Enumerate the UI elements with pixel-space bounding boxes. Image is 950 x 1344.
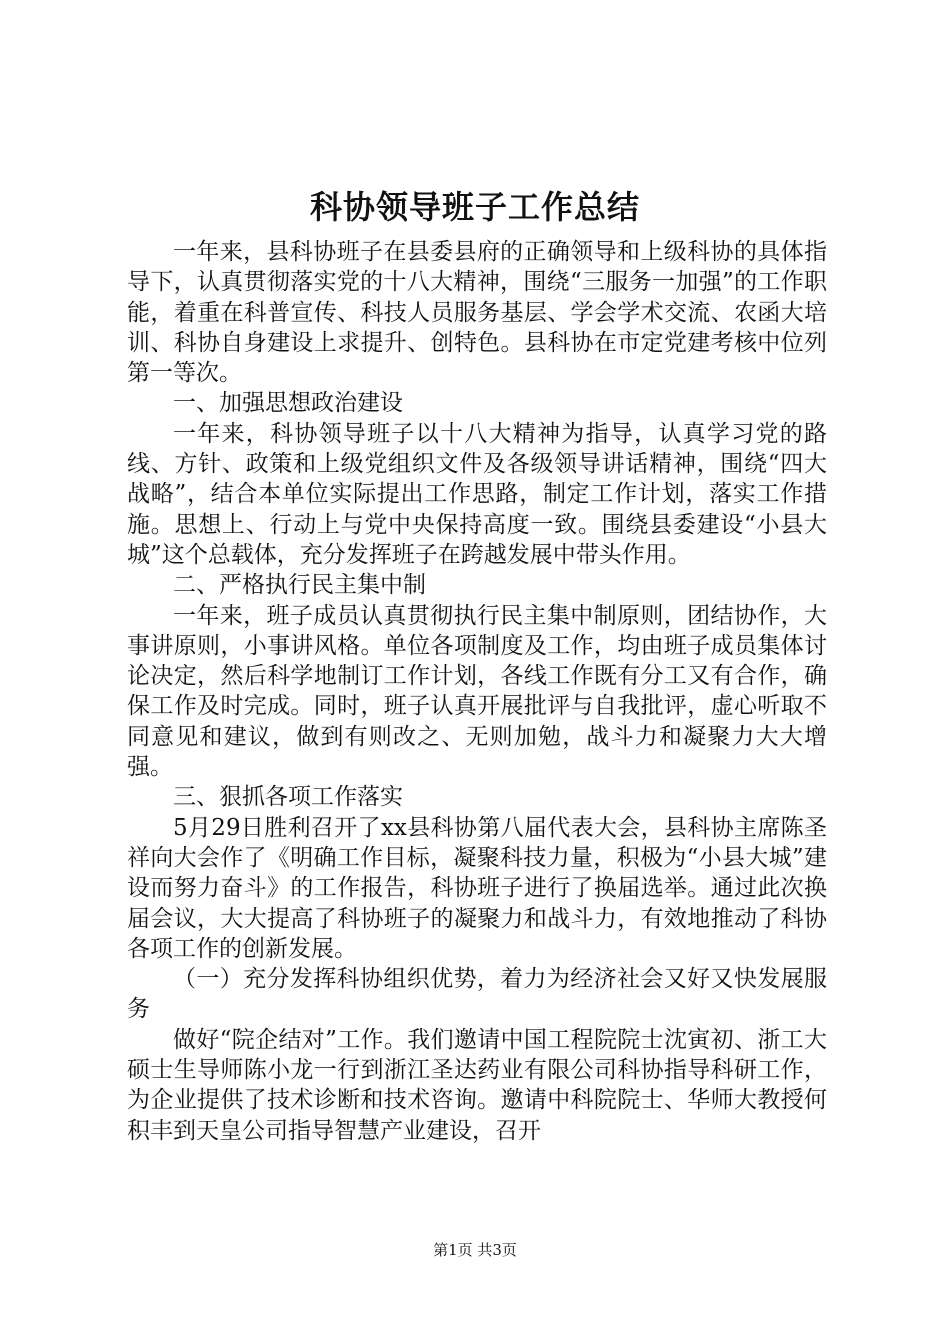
document-title: 科协领导班子工作总结 (309, 188, 640, 226)
page-number-footer: 第1页 共3页 (433, 1241, 517, 1259)
section-heading-2: 二、严格执行民主集中制 (173, 572, 426, 599)
section-2-paragraph: 一年来，班子成员认真贯彻执行民主集中制原则，团结协作，大事讲原则，小事讲风格。单位各项制度及工作，均由班子成员集体讨论决定，然后科学地制订工作计划，各线工作既有分工又有合作，确保工作及时完成。同时，班子认真开展批评与自我批评，虚心听取不同意见和建议，做到有则改之、无则加勉，战斗力和凝聚力大大增强。 (127, 602, 827, 781)
section-heading-3: 三、狠抓各项工作落实 (173, 784, 403, 811)
document-body (127, 237, 827, 1146)
subsection-1-paragraph: 做好“院企结对”工作。我们邀请中国工程院院士沈寅初、浙工大硕士生导师陈小龙一行到浙江圣达药业有限公司科协指导科研工作，为企业提供了技术诊断和技术咨询。邀请中科院院士、华师大教授何积丰到天皇公司指导智慧产业建设，召开 (127, 1026, 827, 1144)
section-1-paragraph: 一年来，科协领导班子以十八大精神为指导，认真学习党的路线、方针、政策和上级党组织文件及各级领导讲话精神，围绕“四大战略”，结合本单位实际提出工作思路，制定工作计划，落实工作措施。思想上、行动上与党中央保持高度一致。围绕县委建设“小县大城”这个总载体，充分发挥班子在跨越发展中带头作用。 (127, 420, 827, 568)
subsection-heading-1: （一）充分发挥科协组织优势，着力为经济社会又好又快发展服务 (127, 966, 827, 1023)
section-3-paragraph: 5月29日胜利召开了xx县科协第八届代表大会，县科协主席陈圣祥向大会作了《明确工作目标，凝聚科技力量，积极为“小县大城”建设而努力奋斗》的工作报告，科协班子进行了换届选举。通过此次换届会议，大大提高了科协班子的凝聚力和战斗力，有效地推动了科协各项工作的创新发展。 (127, 814, 827, 962)
intro-paragraph: 一年来，县科协班子在县委县府的正确领导和上级科协的具体指导下，认真贯彻落实党的十八大精神，围绕“三服务一加强”的工作职能，着重在科普宣传、科技人员服务基层、学会学术交流、农函大培训、科协自身建设上求提升、创特色。县科协在市定党建考核中位列第一等次。 (127, 239, 827, 387)
section-heading-1: 一、加强思想政治建设 (173, 390, 403, 417)
